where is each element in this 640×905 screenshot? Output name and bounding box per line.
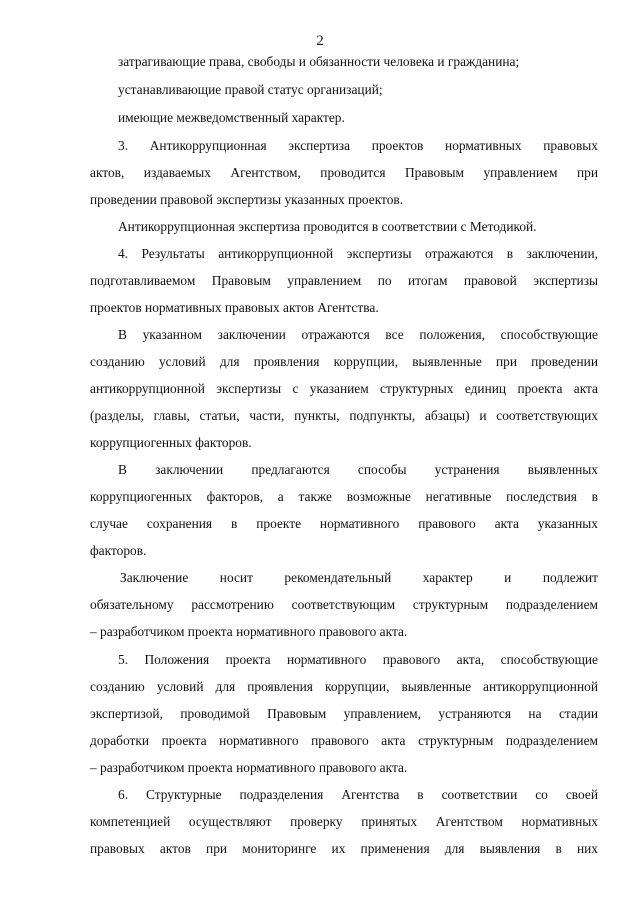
text-line: В заключении предлагаются способы устранения выявленных (118, 462, 598, 477)
text-line: – разработчиком проекта нормативного правового акта. (90, 624, 408, 639)
text-line: имеющие межведомственный характер. (118, 110, 345, 125)
text-line: проведении правовой экспертизы указанных проектов. (90, 192, 404, 207)
text-line: подготавливаемом Правовым управлением по итогам правовой экспертизы (90, 273, 598, 288)
text-line: случае сохранения в проекте нормативного правового акта указанных (90, 516, 598, 531)
text-line: факторов. (90, 543, 147, 558)
text-line: созданию условий для проявления коррупции, выявленные при проведении (90, 354, 598, 369)
text-line: Заключение носит рекомендательный характер и подлежит (120, 570, 598, 585)
text-line: затрагивающие права, свободы и обязанности человека и гражданина; (118, 54, 520, 69)
text-line: 6. Структурные подразделения Агентства в соответствии со своей (118, 787, 598, 802)
text-line: 5. Положения проекта нормативного правового акта, способствующие (118, 652, 598, 667)
text-line: (разделы, главы, статьи, части, пункты, подпункты, абзацы) и соответствующих (90, 408, 598, 423)
page-number: 2 (316, 33, 324, 49)
text-line: компетенцией осуществляют проверку принятых Агентством нормативных (90, 814, 598, 829)
text-line: доработки проекта нормативного правового акта структурным подразделением (90, 733, 598, 748)
text-line: актов, издаваемых Агентством, проводится Правовым управлением при (90, 165, 598, 180)
text-line: коррупциогенных факторов. (90, 435, 252, 450)
text-line: антикоррупционной экспертизы с указанием структурных единиц проекта акта (90, 381, 598, 396)
text-line: устанавливающие правой статус организаций; (118, 82, 383, 97)
text-line: 4. Результаты антикоррупционной экспертизы отражаются в заключении, (118, 246, 598, 261)
text-line: – разработчиком проекта нормативного правового акта. (90, 760, 408, 775)
text-line: правовых актов при мониторинге их применения для выявления в них (90, 841, 598, 856)
text-line: Антикоррупционная экспертиза проводится в соответствии с Методикой. (118, 219, 537, 234)
text-line: В указанном заключении отражаются все положения, способствующие (118, 327, 598, 342)
text-line: созданию условий для проявления коррупции, выявленные антикоррупционной (90, 679, 598, 694)
text-line: проектов нормативных правовых актов Агентства. (90, 300, 379, 315)
text-line: обязательному рассмотрению соответствующим структурным подразделением (90, 597, 598, 612)
text-line: коррупциогенных факторов, а также возможные негативные последствия в (90, 489, 598, 504)
text-line: 3. Антикоррупционная экспертиза проектов нормативных правовых (118, 138, 598, 153)
text-line: экспертизой, проводимой Правовым управлением, устраняются на стадии (90, 706, 598, 721)
